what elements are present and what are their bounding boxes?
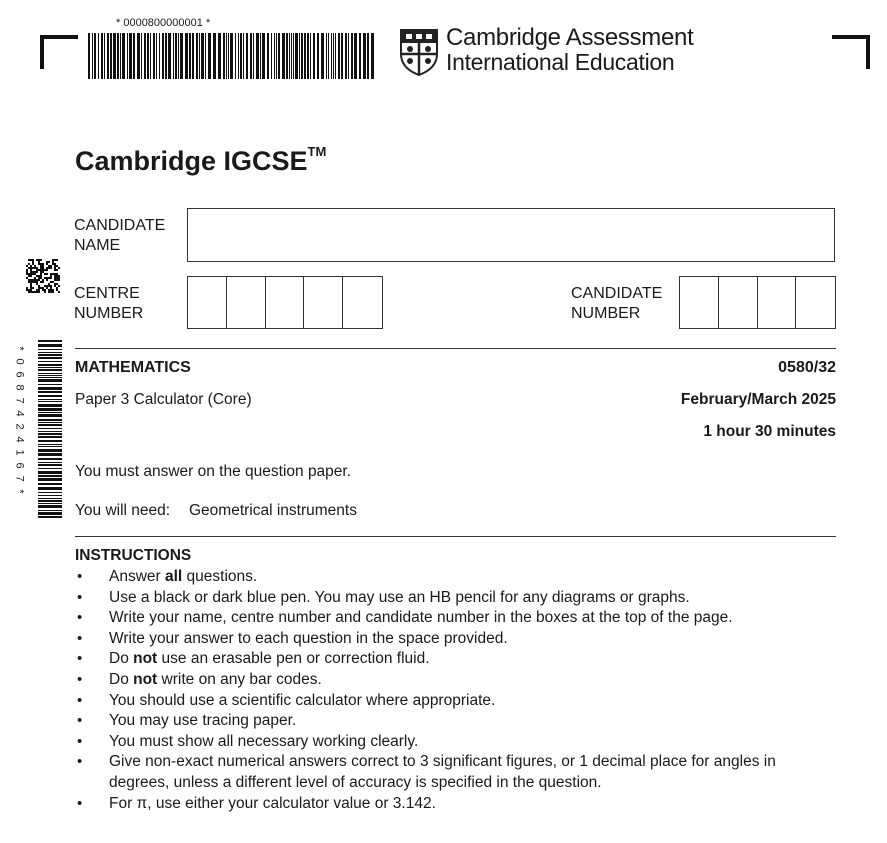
exam-session: February/March 2025 xyxy=(680,391,836,408)
crop-mark-top-left xyxy=(40,35,78,69)
candidate-number-digit-box[interactable] xyxy=(719,277,758,328)
crop-mark-top-right xyxy=(832,35,870,69)
side-barcode-digit: 8 xyxy=(13,384,26,391)
instructions-heading: INSTRUCTIONS xyxy=(75,547,192,564)
cambridge-shield-logo xyxy=(399,28,439,76)
side-barcode-digit: 6 xyxy=(13,371,26,378)
side-barcode-digit: 1 xyxy=(13,449,26,456)
divider xyxy=(75,348,836,349)
exam-duration: 1 hour 30 minutes xyxy=(703,423,836,440)
side-barcode-digit: 6 xyxy=(13,462,26,469)
centre-number-label-line2: NUMBER xyxy=(74,305,144,322)
candidate-number-label xyxy=(571,284,662,324)
subject: MATHEMATICS xyxy=(75,359,191,376)
candidate-name-label xyxy=(74,216,165,256)
candidate-number-digit-box[interactable] xyxy=(680,277,719,328)
barcode xyxy=(88,33,375,79)
candidate-number-field[interactable] xyxy=(679,276,836,329)
centre-number-digit-box[interactable] xyxy=(266,277,305,328)
candidate-number-label-line2: NUMBER xyxy=(571,305,641,322)
candidate-number-digit-box[interactable] xyxy=(758,277,797,328)
qr-code xyxy=(26,259,60,293)
side-barcode-digit: 7 xyxy=(13,397,26,404)
candidate-number-digit-box[interactable] xyxy=(796,277,835,328)
org-line-2: International Education xyxy=(446,49,675,75)
barcode-number: * 0000800000001 * xyxy=(116,17,211,29)
candidate-name-label-line2: NAME xyxy=(74,237,121,254)
candidate-name-label-line1: CANDIDATE xyxy=(74,217,166,234)
side-barcode-digits xyxy=(12,342,26,498)
instruction-item: • Give non-exact numerical answers correct to 3 significant figures, or 1 decimal place for angles in degrees, unless a different level of accuracy is specified in the question. xyxy=(75,752,835,793)
instructions-list xyxy=(75,567,835,814)
centre-number-digit-box[interactable] xyxy=(227,277,266,328)
side-barcode xyxy=(24,340,62,520)
instruction-item: • You may use tracing paper. xyxy=(75,711,835,732)
qualification-title xyxy=(75,146,326,177)
centre-number-digit-box[interactable] xyxy=(343,277,382,328)
syllabus-code: 0580/32 xyxy=(778,359,836,376)
candidate-name-field[interactable] xyxy=(187,208,835,262)
instruction-item: • You should use a scientific calculator where appropriate. xyxy=(75,691,835,712)
paper-title: Paper 3 Calculator (Core) xyxy=(75,391,252,408)
qualification-name: Cambridge IGCSE xyxy=(75,146,308,176)
side-barcode-digit: 0 xyxy=(13,358,26,365)
side-barcode-digit: 7 xyxy=(13,475,26,482)
centre-number-label xyxy=(74,284,143,324)
will-need-value: Geometrical instruments xyxy=(189,502,357,519)
instruction-item: • Do not use an erasable pen or correction fluid. xyxy=(75,649,835,670)
centre-number-field[interactable] xyxy=(187,276,383,329)
instruction-item: • For π, use either your calculator value or 3.142. xyxy=(75,794,835,815)
centre-number-digit-box[interactable] xyxy=(188,277,227,328)
instruction-item: • Do not write on any bar codes. xyxy=(75,670,835,691)
candidate-number-label-line1: CANDIDATE xyxy=(571,285,663,302)
instruction-item: • Use a black or dark blue pen. You may use an HB pencil for any diagrams or graphs. xyxy=(75,588,835,609)
side-barcode-digit: 4 xyxy=(13,436,26,443)
instruction-item: • Write your answer to each question in the space provided. xyxy=(75,629,835,650)
instruction-item: • Write your name, centre number and candidate number in the boxes at the top of the page. xyxy=(75,608,835,629)
centre-number-label-line1: CENTRE xyxy=(74,285,140,302)
side-barcode-digit: 2 xyxy=(13,423,26,430)
answer-instruction: You must answer on the question paper. xyxy=(75,463,352,480)
instruction-item: • Answer all questions. xyxy=(75,567,835,588)
organisation-name xyxy=(446,26,693,74)
divider xyxy=(75,536,836,537)
side-barcode-digit: * xyxy=(13,489,26,494)
side-barcode-digit: * xyxy=(13,346,26,351)
org-line-1: Cambridge Assessment xyxy=(446,24,694,51)
will-need-label: You will need: xyxy=(75,502,171,519)
instruction-item: • You must show all necessary working clearly. xyxy=(75,732,835,753)
trademark: TM xyxy=(307,144,327,159)
side-barcode-digit: 4 xyxy=(13,410,26,417)
centre-number-digit-box[interactable] xyxy=(304,277,343,328)
